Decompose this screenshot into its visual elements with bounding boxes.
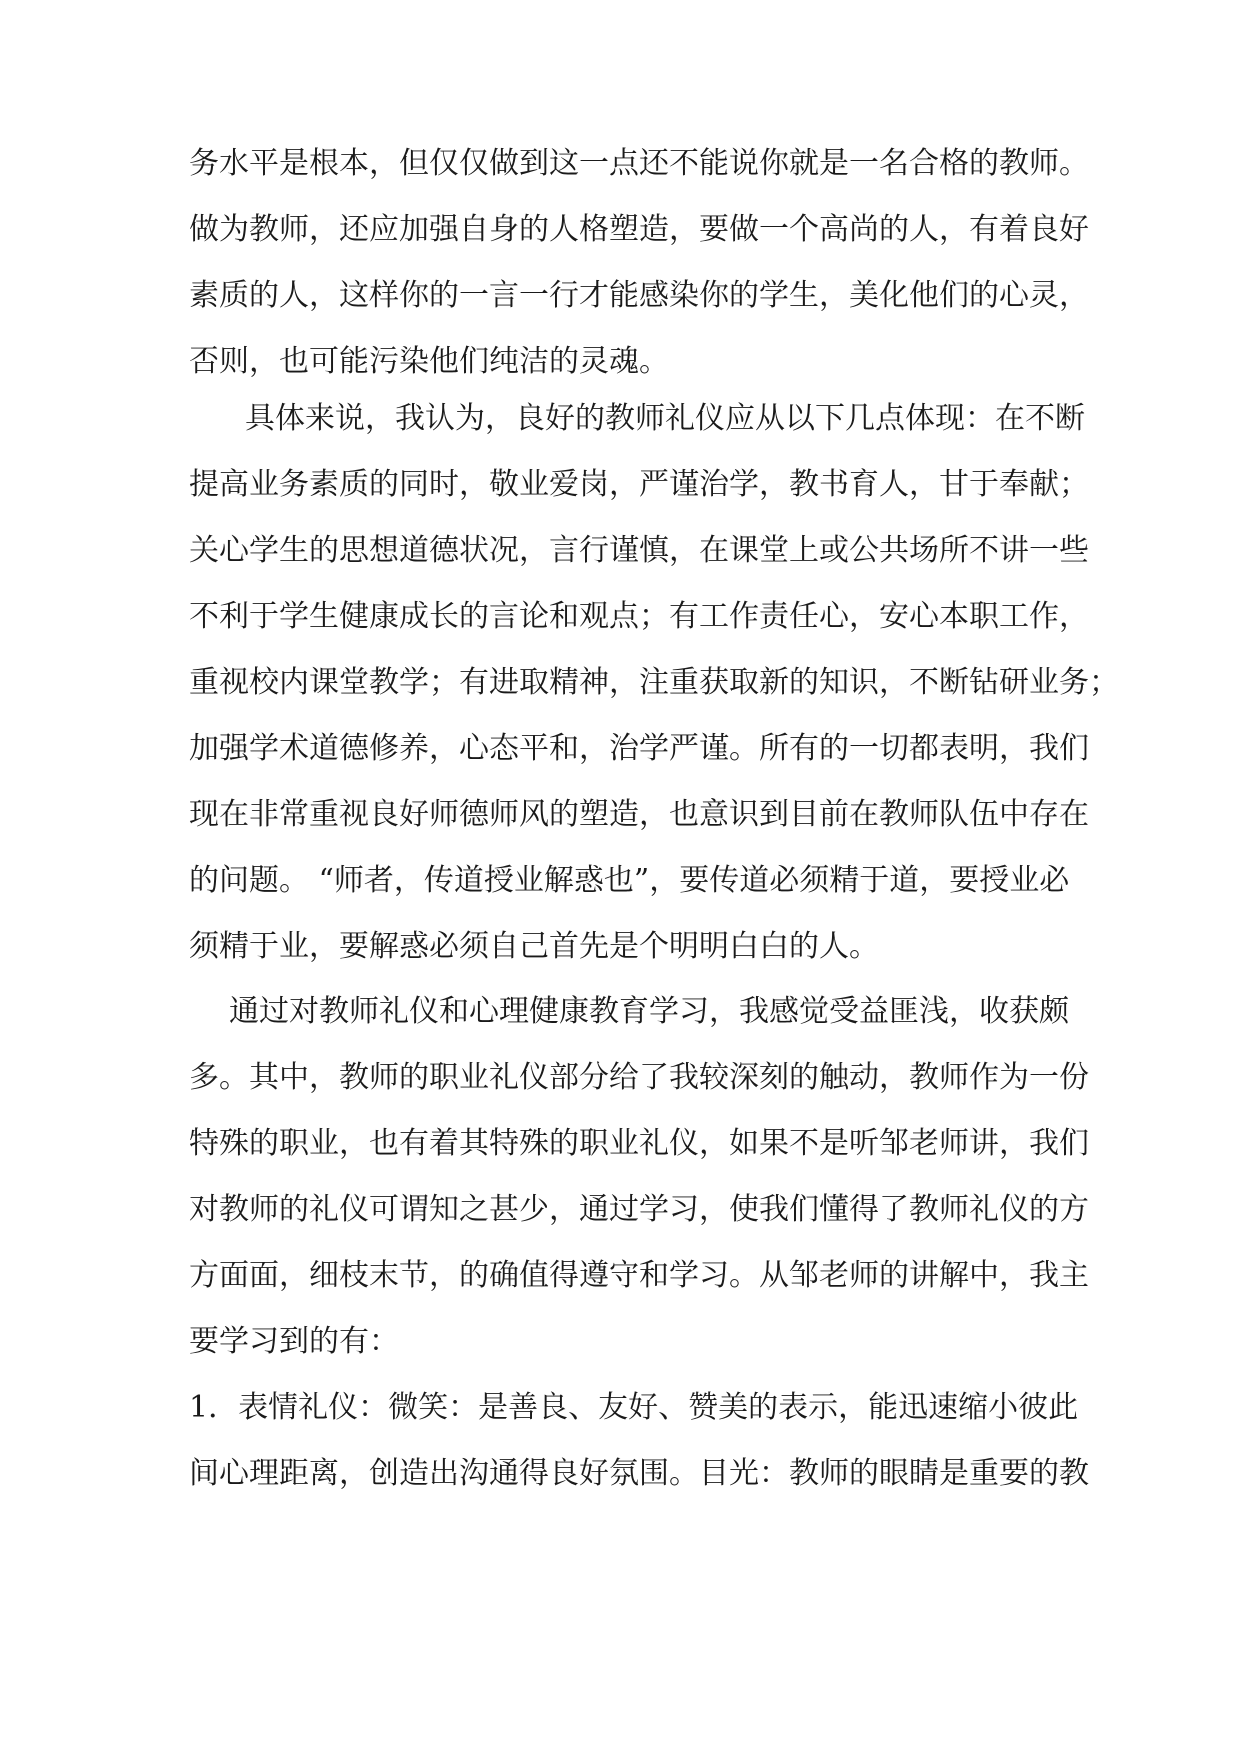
paragraph-line: 加强学术道德修养，心态平和，治学严谨。所有的一切都表明，我们 xyxy=(189,731,1089,766)
paragraph-1 xyxy=(189,131,1089,395)
paragraph-line: 间心理距离，创造出沟通得良好氛围。目光：教师的眼睛是重要的教 xyxy=(189,1456,1089,1491)
paragraph-line: 否则，也可能污染他们纯洁的灵魂。 xyxy=(189,344,669,379)
paragraph-line: 重视校内课堂教学；有进取精神，注重获取新的知识，不断钻研业务； xyxy=(189,665,1119,700)
paragraph-line: 现在非常重视良好师德师风的塑造，也意识到目前在教师队伍中存在 xyxy=(189,797,1089,832)
paragraph-3 xyxy=(189,979,1089,1375)
paragraph-line: 提高业务素质的同时，敬业爱岗，严谨治学，教书育人，甘于奉献； xyxy=(189,467,1089,502)
paragraph-4 xyxy=(189,1375,1089,1507)
paragraph-2 xyxy=(189,386,1119,980)
paragraph-line: 方面面，细枝末节，的确值得遵守和学习。从邹老师的讲解中，我主 xyxy=(189,1258,1089,1293)
paragraph-line: 具体来说，我认为，良好的教师礼仪应从以下几点体现：在不断 xyxy=(245,401,1085,436)
paragraph-line: 对教师的礼仪可谓知之甚少，通过学习，使我们懂得了教师礼仪的方 xyxy=(189,1192,1089,1227)
paragraph-line: 通过对教师礼仪和心理健康教育学习，我感觉受益匪浅，收获颇 xyxy=(229,994,1069,1029)
paragraph-line: 务水平是根本，但仅仅做到这一点还不能说你就是一名合格的教师。 xyxy=(189,146,1089,181)
paragraph-line: 做为教师，还应加强自身的人格塑造，要做一个高尚的人，有着良好 xyxy=(189,212,1089,247)
paragraph-line: 素质的人，这样你的一言一行才能感染你的学生，美化他们的心灵， xyxy=(189,278,1089,313)
paragraph-line: 须精于业，要解惑必须自己首先是个明明白白的人。 xyxy=(189,929,879,964)
paragraph-line: 关心学生的思想道德状况，言行谨慎，在课堂上或公共场所不讲一些 xyxy=(189,533,1089,568)
paragraph-line: 特殊的职业，也有着其特殊的职业礼仪，如果不是听邹老师讲，我们 xyxy=(189,1126,1089,1161)
paragraph-line: 多。其中，教师的职业礼仪部分给了我较深刻的触动，教师作为一份 xyxy=(189,1060,1089,1095)
paragraph-line: 1．表情礼仪：微笑：是善良、友好、赞美的表示，能迅速缩小彼此 xyxy=(189,1390,1079,1425)
paragraph-line: 的问题。 “师者，传道授业解惑也”，要传道必须精于道，要授业必 xyxy=(189,863,1070,898)
paragraph-line: 不利于学生健康成长的言论和观点；有工作责任心，安心本职工作， xyxy=(189,599,1089,634)
paragraph-line: 要学习到的有： xyxy=(189,1324,399,1359)
